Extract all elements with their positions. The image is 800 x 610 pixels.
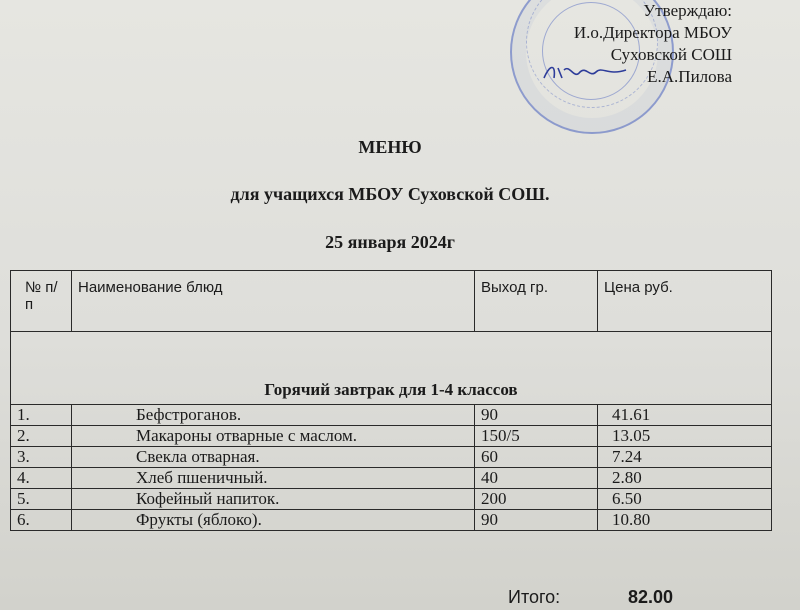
row-number: 5. xyxy=(11,489,72,510)
dish-output: 90 xyxy=(475,510,598,531)
document-date: 25 января 2024г xyxy=(325,232,455,252)
approval-line-3: Суховской СОШ xyxy=(610,45,732,64)
column-header-price: Цена руб. xyxy=(598,271,772,332)
total-label: Итого: xyxy=(508,587,561,607)
dish-price: 41.61 xyxy=(598,405,772,426)
table-row xyxy=(11,489,772,510)
dish-name: Хлеб пшеничный. xyxy=(72,468,475,489)
column-header-number: № п/п xyxy=(11,271,72,332)
dish-price: 6.50 xyxy=(598,489,772,510)
document-subtitle: для учащихся МБОУ Суховской СОШ. xyxy=(230,184,550,204)
row-number: 3. xyxy=(11,447,72,468)
dish-output: 90 xyxy=(475,405,598,426)
section-title: Горячий завтрак для 1-4 классов xyxy=(11,332,772,405)
section-row xyxy=(11,332,772,405)
row-number: 2. xyxy=(11,426,72,447)
column-header-name: Наименование блюд xyxy=(72,271,475,332)
dish-price: 10.80 xyxy=(598,510,772,531)
total-value: 82.00 xyxy=(628,587,674,607)
total-line xyxy=(508,587,674,608)
dish-output: 60 xyxy=(475,447,598,468)
dish-name: Макароны отварные с маслом. xyxy=(72,426,475,447)
row-number: 6. xyxy=(11,510,72,531)
dish-output: 40 xyxy=(475,468,598,489)
dish-price: 13.05 xyxy=(598,426,772,447)
table-row xyxy=(11,426,772,447)
dish-name: Кофейный напиток. xyxy=(72,489,475,510)
dish-price: 7.24 xyxy=(598,447,772,468)
row-number: 1. xyxy=(11,405,72,426)
table-row xyxy=(11,447,772,468)
signature xyxy=(540,60,630,84)
approval-line-4: Е.А.Пилова xyxy=(647,67,732,86)
dish-name: Бефстроганов. xyxy=(72,405,475,426)
table-row xyxy=(11,405,772,426)
dish-name: Фрукты (яблоко). xyxy=(72,510,475,531)
dish-output: 200 xyxy=(475,489,598,510)
menu-table xyxy=(10,270,772,531)
table-row xyxy=(11,510,772,531)
approval-line-2: И.о.Директора МБОУ xyxy=(573,23,732,42)
table-header-row xyxy=(11,271,772,332)
document-title: МЕНЮ xyxy=(358,137,422,157)
approval-line-1: Утверждаю: xyxy=(643,1,732,20)
dish-price: 2.80 xyxy=(598,468,772,489)
table-row xyxy=(11,468,772,489)
column-header-output: Выход гр. xyxy=(475,271,598,332)
dish-name: Свекла отварная. xyxy=(72,447,475,468)
row-number: 4. xyxy=(11,468,72,489)
dish-output: 150/5 xyxy=(475,426,598,447)
